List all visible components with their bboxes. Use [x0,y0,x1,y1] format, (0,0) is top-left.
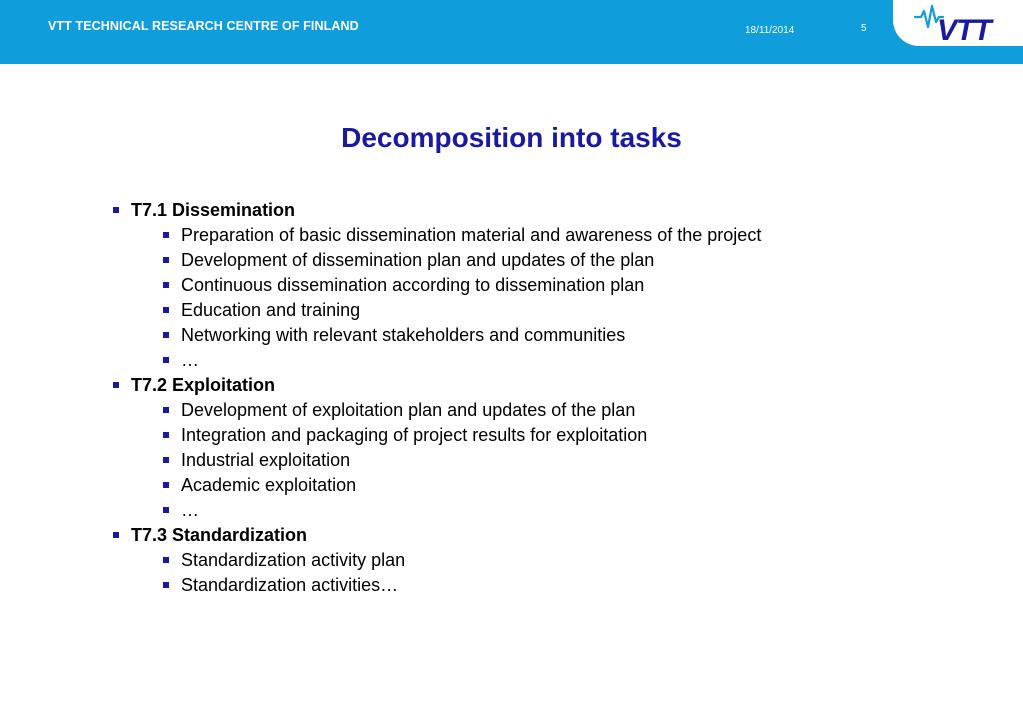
list-item [162,348,992,373]
list-item-text: Standardization activity plan [181,550,406,570]
square-bullet-icon [163,432,169,438]
list-item-text: Networking with relevant stakeholders and communities [181,325,626,345]
square-bullet-icon [113,382,119,388]
section-heading [112,373,992,398]
square-bullet-icon [113,532,119,538]
slide-date: 18/11/2014 [745,25,795,36]
list-item [162,398,992,423]
list-item [162,423,992,448]
vtt-logo-icon [913,3,1009,43]
square-bullet-icon [163,257,169,263]
list-item [162,448,992,473]
section-heading [112,523,992,548]
list-item-text: Development of exploitation plan and updates of the plan [181,400,636,420]
square-bullet-icon [113,207,119,213]
square-bullet-icon [163,282,169,288]
organization-name: VTT TECHNICAL RESEARCH CENTRE OF FINLAND [48,19,359,33]
list-item-text: Preparation of basic dissemination material and awareness of the project [181,225,762,245]
list-item [162,473,992,498]
section-heading-text: T7.1 Dissemination [131,200,296,220]
list-item [162,273,992,298]
list-item-text: Industrial exploitation [181,450,351,470]
square-bullet-icon [163,232,169,238]
list-item [162,223,992,248]
section-heading-text: T7.3 Standardization [131,525,308,545]
list-item [162,248,992,273]
logo-tab [893,0,1023,46]
square-bullet-icon [163,357,169,363]
list-item-text: Academic exploitation [181,475,357,495]
page-number: 5 [861,23,867,34]
header-bar [0,0,1023,64]
list-item [162,323,992,348]
list-item [162,573,992,598]
section-heading [112,198,992,223]
square-bullet-icon [163,557,169,563]
section-heading-text: T7.2 Exploitation [131,375,276,395]
square-bullet-icon [163,482,169,488]
list-item [162,498,992,523]
list-item-text: Development of dissemination plan and updates of the plan [181,250,655,270]
square-bullet-icon [163,307,169,313]
square-bullet-icon [163,407,169,413]
list-item-text: … [181,500,199,520]
square-bullet-icon [163,332,169,338]
list-item [162,298,992,323]
square-bullet-icon [163,582,169,588]
list-item-text: Continuous dissemination according to dissemination plan [181,275,645,295]
list-item [162,548,992,573]
list-item-text: Standardization activities… [181,575,399,595]
list-item-text: Integration and packaging of project results for exploitation [181,425,648,445]
bullet-list [112,198,992,598]
vtt-logo-text: VTT [937,14,991,43]
list-item-text: … [181,350,199,370]
slide-title: Decomposition into tasks [341,122,682,153]
list-item-text: Education and training [181,300,361,320]
square-bullet-icon [163,507,169,513]
square-bullet-icon [163,457,169,463]
